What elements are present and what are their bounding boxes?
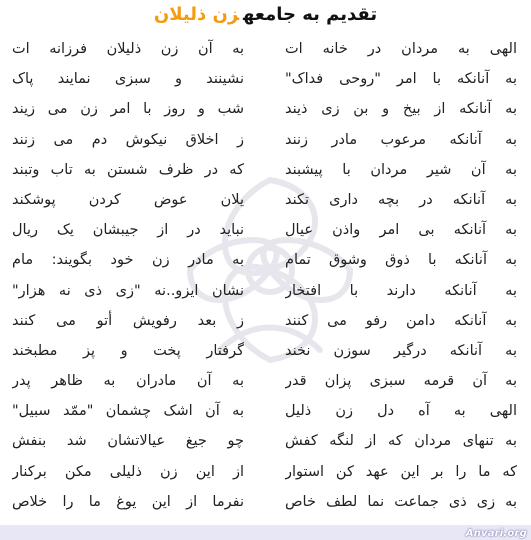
verse-left-3: شب و روز با امر زن می زیند (12, 101, 244, 118)
verse-left-12: به آن مادران به ظاهر پدر (12, 373, 244, 390)
verse-left-7: نباید در از جیبشان یک ریال (12, 222, 244, 239)
verse-right-12: به آن قرمه سبزی پزان قدر (285, 373, 517, 390)
verse-right-2: به آنانکه با امر "روحی فداک" (285, 71, 517, 88)
verse-right-15: که ما را بر این عهد کن استوار (285, 463, 517, 480)
verse-right-10: به آنانکه دامن رفو می کنند (285, 312, 517, 329)
verse-left-2: نشینند و سبزی نمایند پاک (12, 71, 244, 88)
title-highlight: زن ذلیلان (153, 4, 240, 25)
verse-left-1: به آن زن ذلیلان فرزانه ات (12, 41, 244, 57)
verse-left-9: نشان ایزو..نه "زی ذی نه هزار" (12, 282, 244, 299)
verse-right-13: الهی به آه دل زن ذلیل (285, 403, 517, 420)
verse-left-4: ز اخلاق نیکوش دم می زنند (12, 131, 244, 148)
title-prefix: تقدیم به جامعه (243, 4, 378, 25)
verse-left-14: چو جیغ عیالاتشان شد بنفش (12, 433, 244, 450)
verse-right-4: به آنانکه مرعوب مادر زنند (285, 131, 517, 148)
verse-right-9: به آنانکه دارند با افتخار (285, 282, 517, 299)
verse-left-11: گرفتار پخت و پز مطبخند (12, 342, 244, 359)
verse-right-14: به تنهای مردان که از لنگه کفش (285, 433, 517, 450)
verse-right-7: به آنانکه بی امر واذن عیال (285, 222, 517, 239)
footer-band (0, 525, 531, 540)
verse-left-6: یلان عوض کردن پوشکند (12, 191, 244, 208)
verse-right-3: به آنانکه از بیخ و بن زی ذیند (285, 101, 517, 118)
site-watermark-logo: Anvari.org (465, 528, 527, 539)
verse-right-5: به آن شیر مردان با پیشبند (285, 161, 517, 178)
page-title (0, 3, 531, 27)
verse-left-13: به آن اشک چشمان "ممّد سبیل" (12, 403, 244, 420)
verse-left-16: نفرما از این یوغ ما را خلاص (12, 493, 244, 510)
verse-right-6: به آنانکه در بچه داری تکند (285, 191, 517, 208)
verse-right-8: به آنانکه با ذوق وشوق تمام (285, 252, 517, 269)
verse-left-8: به مادر زن خود بگویند: مام (12, 252, 244, 269)
verse-right-1: الهی به مردان در خانه ات (285, 41, 517, 57)
poem-right-column (285, 36, 517, 519)
poem-left-column (12, 36, 244, 519)
verse-left-15: از این زن ذلیلی مکن برکنار (12, 463, 244, 480)
verse-right-16: به زی ذی جماعت نما لطف خاص (285, 493, 517, 510)
verse-left-5: که در ظرف شستن به تاب وتبند (12, 161, 244, 178)
verse-right-11: به آنانکه درگیر سوزن نخند (285, 342, 517, 359)
verse-left-10: ز بعد رفویش أتو می کنند (12, 312, 244, 329)
